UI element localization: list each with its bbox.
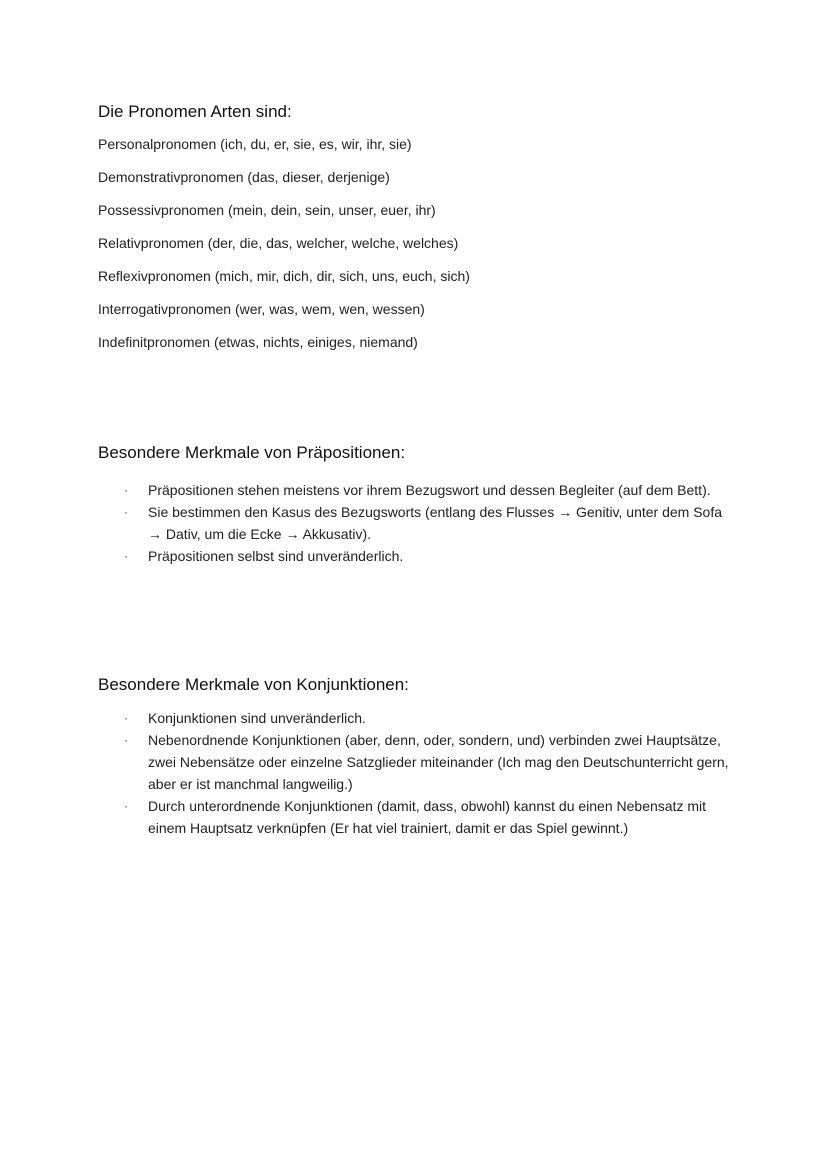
pronomen-section — [98, 100, 738, 359]
bullet-dot: · — [124, 549, 128, 563]
praepositionen-heading: Besondere Merkmale von Präpositionen: — [98, 443, 406, 462]
pronomen-item: Relativpronomen (der, die, das, welcher, welche, welches) — [98, 235, 459, 251]
konjunktionen-item-text: Nebenordnende Konjunktionen (aber, denn, oder, sondern, und) verbinden zwei Hauptsätze, zwei Nebensätze oder einzelne Satzglieder miteinander (Ich mag den Deutschunterricht gern, aber er ist manchmal langweilig.) — [148, 732, 729, 792]
pronomen-item: Indefinitpronomen (etwas, nichts, einiges, niemand) — [98, 334, 418, 350]
praepositionen-section — [98, 441, 738, 567]
pronomen-item: Possessivpronomen (mein, dein, sein, unser, euer, ihr) — [98, 202, 436, 218]
pronomen-item: Interrogativpronomen (wer, was, wem, wen, wessen) — [98, 301, 425, 317]
bullet-dot: · — [124, 799, 128, 813]
pronomen-item: Demonstrativpronomen (das, dieser, derjenige) — [98, 169, 390, 185]
konjunktionen-item — [98, 707, 738, 729]
praepositionen-item — [98, 545, 738, 567]
konjunktionen-heading: Besondere Merkmale von Konjunktionen: — [98, 675, 409, 694]
konjunktionen-item — [98, 795, 738, 839]
konjunktionen-item — [98, 729, 738, 795]
pronomen-item: Personalpronomen (ich, du, er, sie, es, wir, ihr, sie) — [98, 136, 412, 152]
pronomen-item: Reflexivpronomen (mich, mir, dich, dir, sich, uns, euch, sich) — [98, 268, 470, 284]
praepositionen-list — [98, 479, 738, 567]
konjunktionen-list — [98, 707, 738, 839]
praepositionen-item-text: Sie bestimmen den Kasus des Bezugsworts (entlang des Flusses → Genitiv, unter dem Sofa → Dativ, um die Ecke → Akkusativ). — [148, 504, 723, 542]
praepositionen-item-text: Präpositionen stehen meistens vor ihrem Bezugswort und dessen Begleiter (auf dem Bett). — [148, 482, 711, 498]
bullet-dot: · — [124, 733, 128, 747]
bullet-dot: · — [124, 505, 128, 519]
konjunktionen-item-text: Durch unterordnende Konjunktionen (damit, dass, obwohl) kannst du einen Nebensatz mit einem Hauptsatz verknüpfen (Er hat viel trainiert, damit er das Spiel gewinnt.) — [148, 798, 706, 836]
praepositionen-item-text: Präpositionen selbst sind unveränderlich. — [148, 548, 404, 564]
praepositionen-item — [98, 501, 738, 545]
praepositionen-item — [98, 479, 738, 501]
pronomen-heading: Die Pronomen Arten sind: — [98, 102, 292, 121]
pronomen-list — [98, 128, 738, 359]
konjunktionen-item-text: Konjunktionen sind unveränderlich. — [148, 710, 366, 726]
bullet-dot: · — [124, 483, 128, 497]
konjunktionen-section — [98, 673, 738, 839]
bullet-dot: · — [124, 711, 128, 725]
